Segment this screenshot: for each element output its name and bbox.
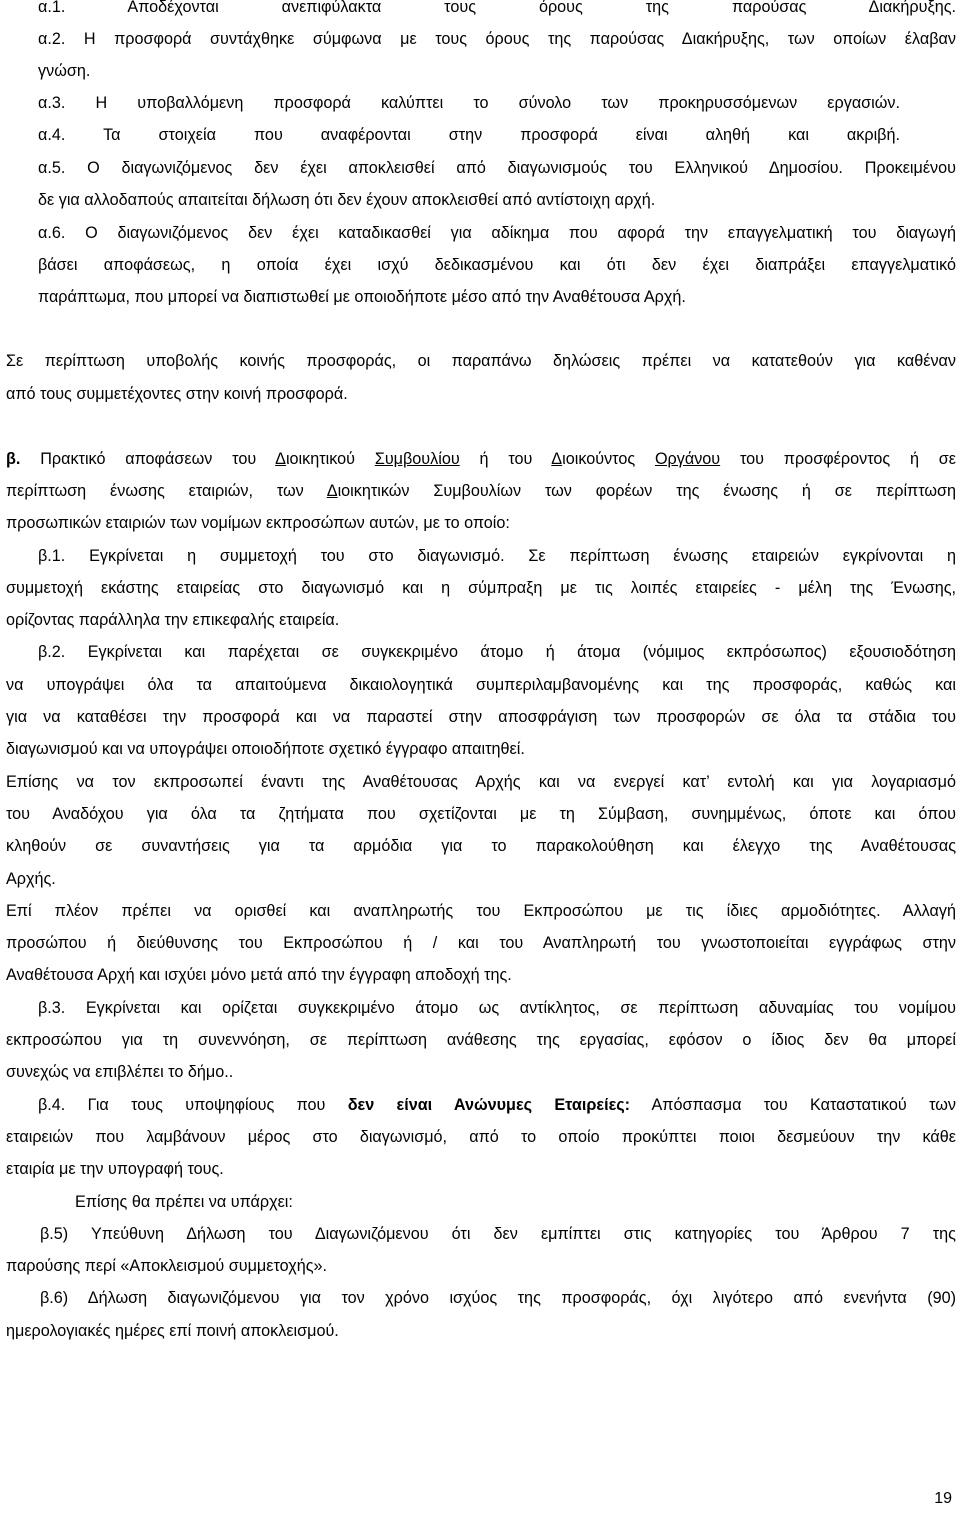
clause-b1-cont1: συμμετοχή εκάστης εταιρείας στο διαγωνισμό και η σύμπραξη με τις λοιπές εταιρείες - μέλη της Ένωσης,	[6, 579, 956, 597]
clause-b2-cont1: να υπογράψει όλα τα απαιτούμενα δικαιολογητικά συμπεριλαμβανομένης και της προσφοράς, καθώς και	[6, 676, 956, 694]
clause-b2-para2-cont3: Αρχής.	[6, 870, 56, 888]
text-span: περίπτωση ένωσης εταιριών, των	[6, 482, 327, 500]
clause-a2-cont: γνώση.	[38, 62, 91, 80]
clause-b1-cont2: ορίζοντας παράλληλα την επικεφαλής εταιρεία.	[6, 611, 340, 629]
clause-b6-cont: ημερολογιακές ημέρες επί ποινή αποκλεισμού.	[6, 1322, 339, 1340]
clause-a1: α.1. Αποδέχονται ανεπιφύλακτα τους όρους της παρούσας Διακήρυξης.	[38, 0, 956, 16]
section-b-intro	[6, 449, 956, 469]
joint-offer-note-cont: από τους συμμετέχοντες στην κοινή προσφορά.	[6, 385, 348, 403]
clause-b3-cont2: συνεχώς να επιβλέπει το δήμο..	[6, 1063, 234, 1081]
text-span: του προσφέροντος ή σε	[720, 450, 957, 468]
clause-b3: β.3. Εγκρίνεται και ορίζεται συγκεκριμένο άτομο ως αντίκλητος, σε περίπτωση αδυναμίας του νομίμου	[38, 999, 956, 1017]
clause-b5: β.5) Υπεύθυνη Δήλωση του Διαγωνιζόμενου ότι δεν εμπίπτει στις κατηγορίες του Άρθρου 7 της	[40, 1225, 956, 1243]
underlined-text: Συμβουλίου	[374, 450, 460, 468]
clause-b4	[38, 1095, 956, 1115]
clause-b4-cont1: εταιρειών που λαμβάνουν μέρος στο διαγωνισμό, από το οποίο προκύπτει ποιοι δεσμεύουν την κάθε	[6, 1128, 956, 1146]
bold-text: δεν είναι Ανώνυμες Εταιρείες:	[347, 1096, 631, 1114]
text-span: Πρακτικό αποφάσεων του	[20, 450, 276, 468]
section-b-label: β.	[6, 450, 21, 468]
clause-b2-cont2: για να καταθέσει την προσφορά και να παραστεί στην αποσφράγιση των προσφορών σε όλα τα στάδια του	[6, 708, 956, 726]
text-span: ή του	[459, 450, 552, 468]
clause-a5: α.5. Ο διαγωνιζόμενος δεν έχει αποκλεισθεί από διαγωνισμούς του Ελληνικού Δημοσίου. Προκειμένου	[38, 159, 956, 177]
clause-b3-cont1: εκπροσώπου για τη συνεννόηση, σε περίπτωση ανάθεσης της εργασίας, εφόσον ο ίδιος δεν θα μπορεί	[6, 1031, 956, 1049]
clause-a4: α.4. Τα στοιχεία που αναφέρονται στην προσφορά είναι αληθή και ακριβή.	[38, 126, 900, 144]
text-span: Απόσπασμα του Καταστατικού των	[630, 1096, 956, 1114]
joint-offer-note: Σε περίπτωση υποβολής κοινής προσφοράς, οι παραπάνω δηλώσεις πρέπει να κατατεθούν για καθέναν	[6, 352, 956, 370]
clause-b2-para3-cont1: προσώπου ή διεύθυνσης του Εκπροσώπου ή / και του Αναπληρωτή του γνωστοποιείται εγγράφως στην	[6, 934, 956, 952]
clause-b5-cont: παρούσης περί «Αποκλεισμού συμμετοχής».	[6, 1257, 327, 1275]
section-b-intro-cont2: προσωπικών εταιριών των νομίμων εκπροσώπων αυτών, με το οποίο:	[6, 514, 510, 532]
clause-b4-cont2: εταιρία με την υπογραφή τους.	[6, 1160, 224, 1178]
clause-b2: β.2. Εγκρίνεται και παρέχεται σε συγκεκριμένο άτομο ή άτομα (νόμιμος εκπρόσωπος) εξουσιοδότηση	[38, 643, 956, 661]
clause-a6-cont2: παράπτωμα, που μπορεί να διαπιστωθεί με οποιοδήποτε μέσο από την Αναθέτουσα Αρχή.	[38, 288, 686, 306]
section-b-intro-cont1	[6, 481, 956, 501]
text-span: β.4. Για τους υποψηφίους που	[38, 1096, 348, 1114]
clause-a6-cont1: βάσει αποφάσεως, η οποία έχει ισχύ δεδικασμένου και ότι δεν έχει διαπράξει επαγγελματικό	[38, 256, 956, 274]
clause-b6: β.6) Δήλωση διαγωνιζόμενου για τον χρόνο ισχύος της προσφοράς, όχι λιγότερο από ενενήντα (90)	[40, 1289, 956, 1307]
clause-b2-para3-cont2: Αναθέτουσα Αρχή και ισχύει μόνο μετά από την έγγραφη αποδοχή της.	[6, 966, 512, 984]
clause-b2-para3: Επί πλέον πρέπει να ορισθεί και αναπληρωτής του Εκπροσώπου με τις ίδιες αρμοδιότητες. Αλλαγή	[6, 902, 956, 920]
text-span: ιοικητικού	[285, 450, 375, 468]
also-required-heading: Επίσης θα πρέπει να υπάρχει:	[75, 1193, 293, 1211]
clause-b2-para2-cont1: του Αναδόχου για όλα τα ζητήματα που σχετίζονται με τη Σύμβαση, συνημμένως, όποτε και όπου	[6, 805, 956, 823]
text-span: ιοικητικών Συμβουλίων των φορέων της ένωσης ή σε περίπτωση	[337, 482, 957, 500]
clause-a3: α.3. Η υποβαλλόμενη προσφορά καλύπτει το σύνολο των προκηρυσσόμενων εργασιών.	[38, 94, 900, 112]
page-number: 19	[934, 1490, 952, 1507]
clause-b1: β.1. Εγκρίνεται η συμμετοχή του στο διαγωνισμό. Σε περίπτωση ένωσης εταιρειών εγκρίνονται η	[38, 547, 956, 565]
clause-b2-para2-cont2: κληθούν σε συναντήσεις για τα αρμόδια για το παρακολούθηση και έλεγχο της Αναθέτουσας	[6, 837, 956, 855]
clause-b2-cont3: διαγωνισμού και να υπογράψει οποιοδήποτε σχετικό έγγραφο απαιτηθεί.	[6, 740, 525, 758]
underlined-text: Δ	[551, 450, 563, 468]
underlined-text: Οργάνου	[654, 450, 721, 468]
clause-a5-cont: δε για αλλοδαπούς απαιτείται δήλωση ότι δεν έχουν αποκλεισθεί από αντίστοιχη αρχή.	[38, 191, 656, 209]
clause-a2: α.2. Η προσφορά συντάχθηκε σύμφωνα με τους όρους της παρούσας Διακήρυξης, των οποίων έλαβαν	[38, 30, 956, 48]
underlined-text: Δ	[275, 450, 286, 468]
underlined-text: Δ	[326, 482, 338, 500]
text-span: ιοικούντος	[562, 450, 655, 468]
clause-a6: α.6. Ο διαγωνιζόμενος δεν έχει καταδικασθεί για αδίκημα που αφορά την επαγγελματική του διαγωγή	[38, 224, 956, 242]
clause-b2-para2: Επίσης να τον εκπροσωπεί έναντι της Αναθέτουσας Αρχής και να ενεργεί κατ’ εντολή και για λογαριασμό	[6, 773, 956, 791]
